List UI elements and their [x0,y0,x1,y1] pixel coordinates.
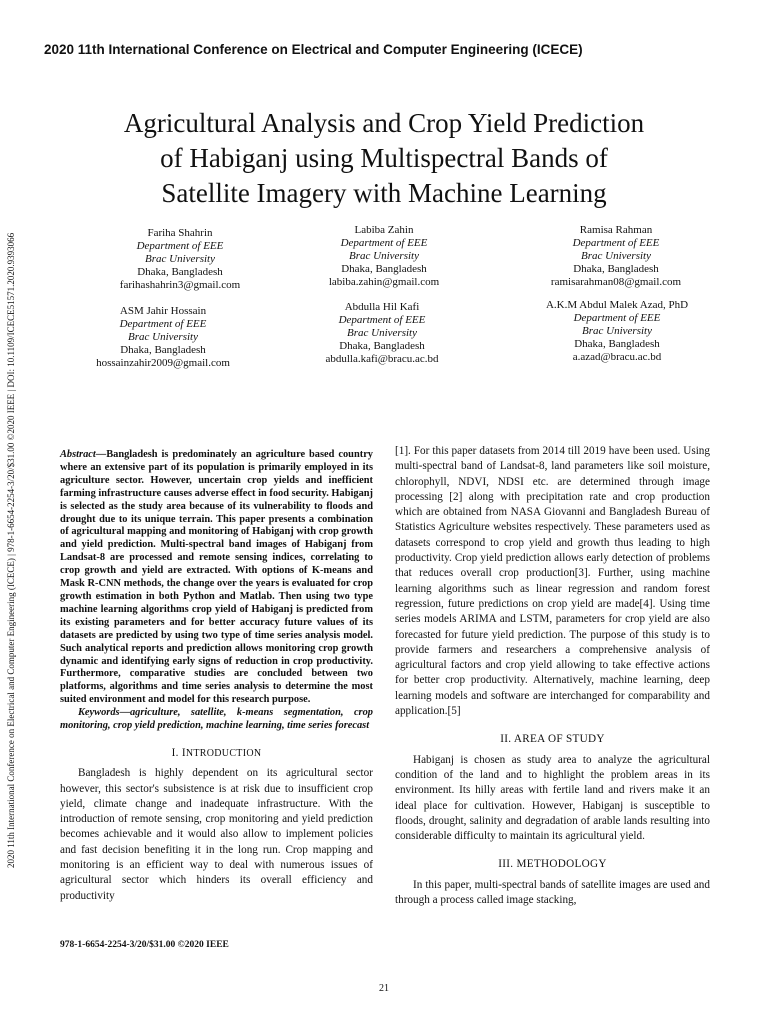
author-name: Labiba Zahin [354,224,414,236]
title-line: Agricultural Analysis and Crop Yield Prediction [123,108,645,138]
author-name: Abdulla Hil Kafi [344,301,420,313]
author-name: Ramisa Rahman [579,224,653,236]
author-name: A.K.M Abdul Malek Azad, PhD [545,299,689,311]
section-heading-introduction: I. INTRODUCTION [171,746,262,759]
author-dept: Department of EEE [119,318,207,330]
author-city: Dhaka, Bangladesh [137,266,223,278]
author-name: ASM Jahir Hossain [119,305,207,317]
author-block [507,299,727,364]
footer-identifier: 978-1-6654-2254-3/20/$31.00 ©2020 IEEE [60,940,229,950]
right-column [395,444,710,908]
author-city: Dhaka, Bangladesh [339,340,425,352]
author-dept: Department of EEE [136,240,224,252]
author-city: Dhaka, Bangladesh [341,263,427,275]
author-dept: Department of EEE [573,312,661,324]
author-dept: Department of EEE [338,314,426,326]
author-dept: Department of EEE [340,237,428,249]
author-email: hossainzahir2009@gmail.com [96,357,230,369]
section-heading-area: II. AREA OF STUDY [500,733,605,746]
author-city: Dhaka, Bangladesh [573,263,659,275]
title-line: Satellite Imagery with Machine Learning [161,178,607,208]
abstract-text: —Bangladesh is predominately an agriculture based country where an extensive part of its population is primarily employed in its agriculture sector. However, uncertain crop yields and inefficient farming infrastructure causes adverse effect in food security. Habiganj is selected as the study area because of its vulnerability to floods and drought due to its unique terrain. This paper presents a combination of agricultural mapping and monitoring of Habiganj with crop growth and yield prediction. Multi-spectral band images of Habiganj from Landsat-8 are processed and remote sensing indices, correlating to crop growth and yield are extracted. With options of K-means and Mask R-CNN methods, the change over the years is evaluated for crop growth estimation in both Python and Matlab. Then using two type machine learning algorithms crop yield of Habiganj is predicted from its existing parameters and for better accuracy future values of its datasets are predicted by using two type of time series analysis model. Such analytical reports and prediction allows monitoring crop growth dynamic and identifying early signs of reduction in crop productivity. Furthermore, comparative studies are concluded between two platforms, algorithms and time series analysis to determine the most suited environment and model for this research purpose. [60,449,373,706]
author-city: Dhaka, Bangladesh [574,338,660,350]
author-univ: Brac University [582,325,652,337]
area-paragraph: Habiganj is chosen as study area to analyze the agricultural condition of the land and to highlight the problem areas in its environment. Its hilly areas with fertile land and rivers make it an ideal place for cultivation. However, Habiganj is susceptible to floods, drought, salinity and degradation of arable lands resulting into considerable difficulty to maintain its agricultural yield. [395,753,710,843]
author-email: a.azad@bracu.ac.bd [572,351,662,363]
paper-title [40,106,728,211]
methodology-paragraph: In this paper, multi-spectral bands of satellite images are used and through a process called image stacking, [395,878,710,907]
author-city: Dhaka, Bangladesh [120,344,206,356]
author-name: Fariha Shahrin [147,227,213,239]
author-block [70,227,290,292]
author-univ: Brac University [347,327,417,339]
title-line: of Habiganj using Multispectral Bands of [160,143,608,173]
author-block [272,301,492,366]
author-email: farihashahrin3@gmail.com [119,279,241,291]
keywords: Keywords—agriculture, satellite, k-means segmentation, crop monitoring, crop yield prediction, machine learning, time series forecast [60,707,373,732]
side-copyright-note: 2020 11th International Conference on Electrical and Computer Engineering (ICECE) | 978-1-6654-2254-3/20/$31.00 ©2020 IEEE | DOI: 10.1109/ICECE51571.2020.9393066 [6,232,16,868]
author-email: abdulla.kafi@bracu.ac.bd [325,353,439,365]
author-univ: Brac University [581,250,651,262]
author-univ: Brac University [349,250,419,262]
left-column [60,449,373,904]
author-block [53,305,273,370]
intro-continuation: [1]. For this paper datasets from 2014 till 2019 have been used. Using multi-spectral band of Landsat-8, land parameters like soil moisture, chlorophyll, NDVI, NDSI etc. are determined through image processing [2] along with precipitation rate and crop production which are obtained from NASA Giovanni and Bangladesh Bureau of Statistics Agriculture websites respectively. These parameters used as datasets correspond to crop yield and growth thus leading to high productivity. Crop yield prediction allows early detection of problems that reduces overall crop production[3]. Further, using machine learning algorithms such as linear regression and random forest regression, future predictions on crop yield are made[4]. Using time series models ARIMA and LSTM, parameters for crop yield are also forecasted for future yield prediction. The purpose of this study is to provide farmers and researchers a comprehensive analysis of agricultural factors and crop yield allowing to take effective actions for better crop productivity. Alternatively, machine learning, deep learning models and software are interchanged for comparability and application.[5] [395,445,710,718]
author-email: ramisarahman08@gmail.com [550,276,682,288]
author-univ: Brac University [128,331,198,343]
author-block [274,224,494,289]
abstract-lead: Abstract [60,449,96,460]
author-dept: Department of EEE [572,237,660,249]
abstract [60,449,373,707]
page-number: 21 [379,983,389,994]
author-block [506,224,726,289]
section-heading-methodology: III. METHODOLOGY [498,858,607,871]
author-univ: Brac University [145,253,215,265]
conference-header: 2020 11th International Conference on Electrical and Computer Engineering (ICECE) [44,42,583,57]
intro-paragraph: Bangladesh is highly dependent on its agricultural sector however, this sector's subsistence is at risk due to insufficient crop yield, climate change and inadequate infrastructure. With the introduction of remote sensing, crop monitoring and yield prediction becomes achievable and it would also allow to implement policies and fast decision benefiting it in the long run. Crop mapping and monitoring is an efficient way to deal with numerous issues of agricultural sector which hinders its overall efficiency and productivity [60,767,373,902]
author-email: labiba.zahin@gmail.com [328,276,440,288]
